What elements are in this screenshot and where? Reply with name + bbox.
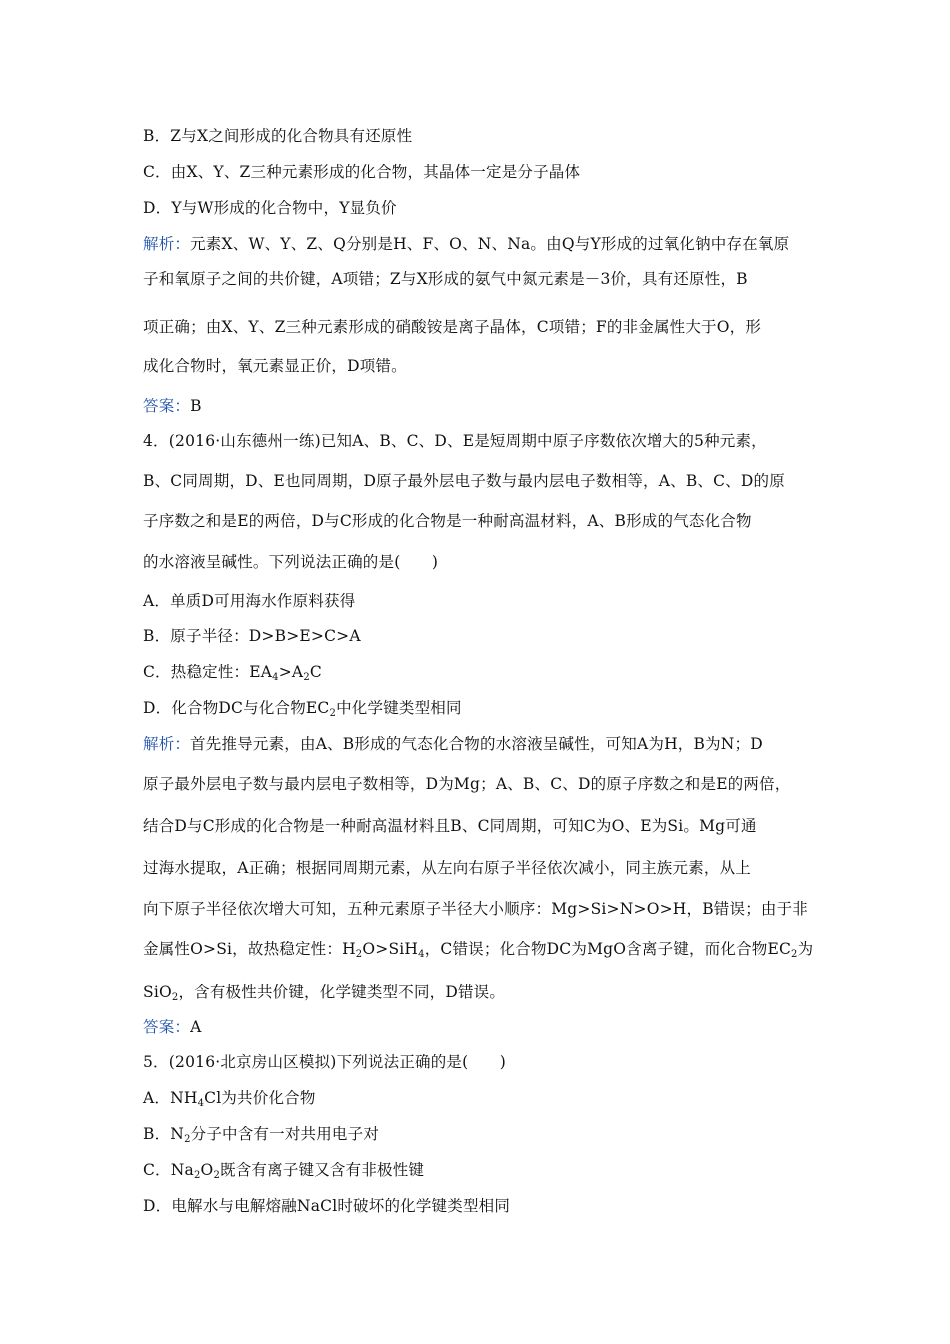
- analysis-label: 解析：: [143, 735, 191, 753]
- q4-stem-line: B、C同周期，D、E也同周期，D原子最外层电子数与最内层电子数相等，A、B、C、D的原: [143, 472, 785, 490]
- q3-analysis-line: 成化合物时，氧元素显正价，D项错。: [143, 357, 407, 375]
- q3-analysis-line: [143, 233, 823, 255]
- q4-stem-line: 4．(2016·山东德州一练)已知A、B、C、D、E是短周期中原子序数依次增大的5种元素，: [143, 432, 767, 450]
- q4-option-a: A．单质D可用海水作原料获得: [143, 592, 356, 610]
- q4-analysis-line: 向下原子半径依次增大可知，五种元素原子半径大小顺序：Mg>Si>N>O>H，B错误；由于非: [143, 900, 808, 918]
- q4-answer: [143, 1016, 823, 1038]
- q4-analysis-line: 原子最外层电子数与最内层电子数相等，D为Mg；A、B、C、D的原子序数之和是E的两倍，: [143, 775, 791, 793]
- analysis-text: 元素X、W、Y、Z、Q分别是H、F、O、N、Na。由Q与Y形成的过氧化钠中存在氧原: [190, 235, 790, 253]
- answer-value: A: [190, 1018, 202, 1036]
- analysis-label: 解析：: [143, 235, 191, 253]
- q4-stem-line: 子序数之和是E的两倍，D与C形成的化合物是一种耐高温材料，A、B形成的气态化合物: [143, 512, 752, 530]
- q5-stem: 5．(2016·北京房山区模拟)下列说法正确的是( ): [143, 1053, 507, 1071]
- q3-option-d: D．Y与W形成的化合物中，Y显负价: [143, 199, 397, 217]
- q3-option-b: B．Z与X之间形成的化合物具有还原性: [143, 127, 413, 145]
- answer-label: 答案：: [143, 397, 191, 415]
- q5-option-d: D．电解水与电解熔融NaCl时破坏的化学键类型相同: [143, 1197, 511, 1215]
- q3-option-c: C．由X、Y、Z三种元素形成的化合物，其晶体一定是分子晶体: [143, 163, 581, 181]
- q4-analysis-line: 过海水提取，A正确；根据同周期元素，从左向右原子半径依次减小，同主族元素，从上: [143, 859, 751, 877]
- q5-option-b: B．$N_2$分子中含有一对共用电子对: [143, 1125, 380, 1145]
- q3-analysis-line: 子和氧原子之间的共价键，A项错；Z与X形成的氨气中氮元素是－3价，具有还原性，B: [143, 270, 748, 288]
- q4-stem-line: 的水溶液呈碱性。下列说法正确的是( ): [143, 553, 439, 571]
- q4-option-d: D．化合物DC与化合物$EC_2$中化学键类型相同: [143, 699, 462, 719]
- q4-option-b: B．原子半径：D>B>E>C>A: [143, 627, 361, 645]
- q4-option-c: C．热稳定性：$EA_4>A_2C$: [143, 663, 322, 683]
- q3-analysis-line: 项正确；由X、Y、Z三种元素形成的硝酸铵是离子晶体，C项错；F的非金属性大于O，形: [143, 318, 762, 336]
- answer-label: 答案：: [143, 1018, 191, 1036]
- q3-answer: [143, 395, 823, 417]
- q4-analysis-line: 金属性O>Si，故热稳定性：$H_2O>SiH_4$，C错误；化合物DC为MgO含离子键，而化合物$EC_2$为: [143, 940, 814, 960]
- q4-analysis-line: 结合D与C形成的化合物是一种耐高温材料且B、C同周期，可知C为O、E为Si。Mg可通: [143, 817, 757, 835]
- answer-value: B: [190, 397, 202, 415]
- q4-analysis-line: SiO$_2$，含有极性共价键，化学键类型不同，D错误。: [143, 983, 506, 1003]
- q5-option-a: A．$NH_4Cl$为共价化合物: [143, 1089, 316, 1109]
- analysis-text: 首先推导元素，由A、B形成的气态化合物的水溶液呈碱性，可知A为H，B为N；D: [190, 735, 763, 753]
- q4-analysis-line: [143, 733, 823, 755]
- q5-option-c: C．$Na_2O_2$既含有离子键又含有非极性键: [143, 1161, 425, 1181]
